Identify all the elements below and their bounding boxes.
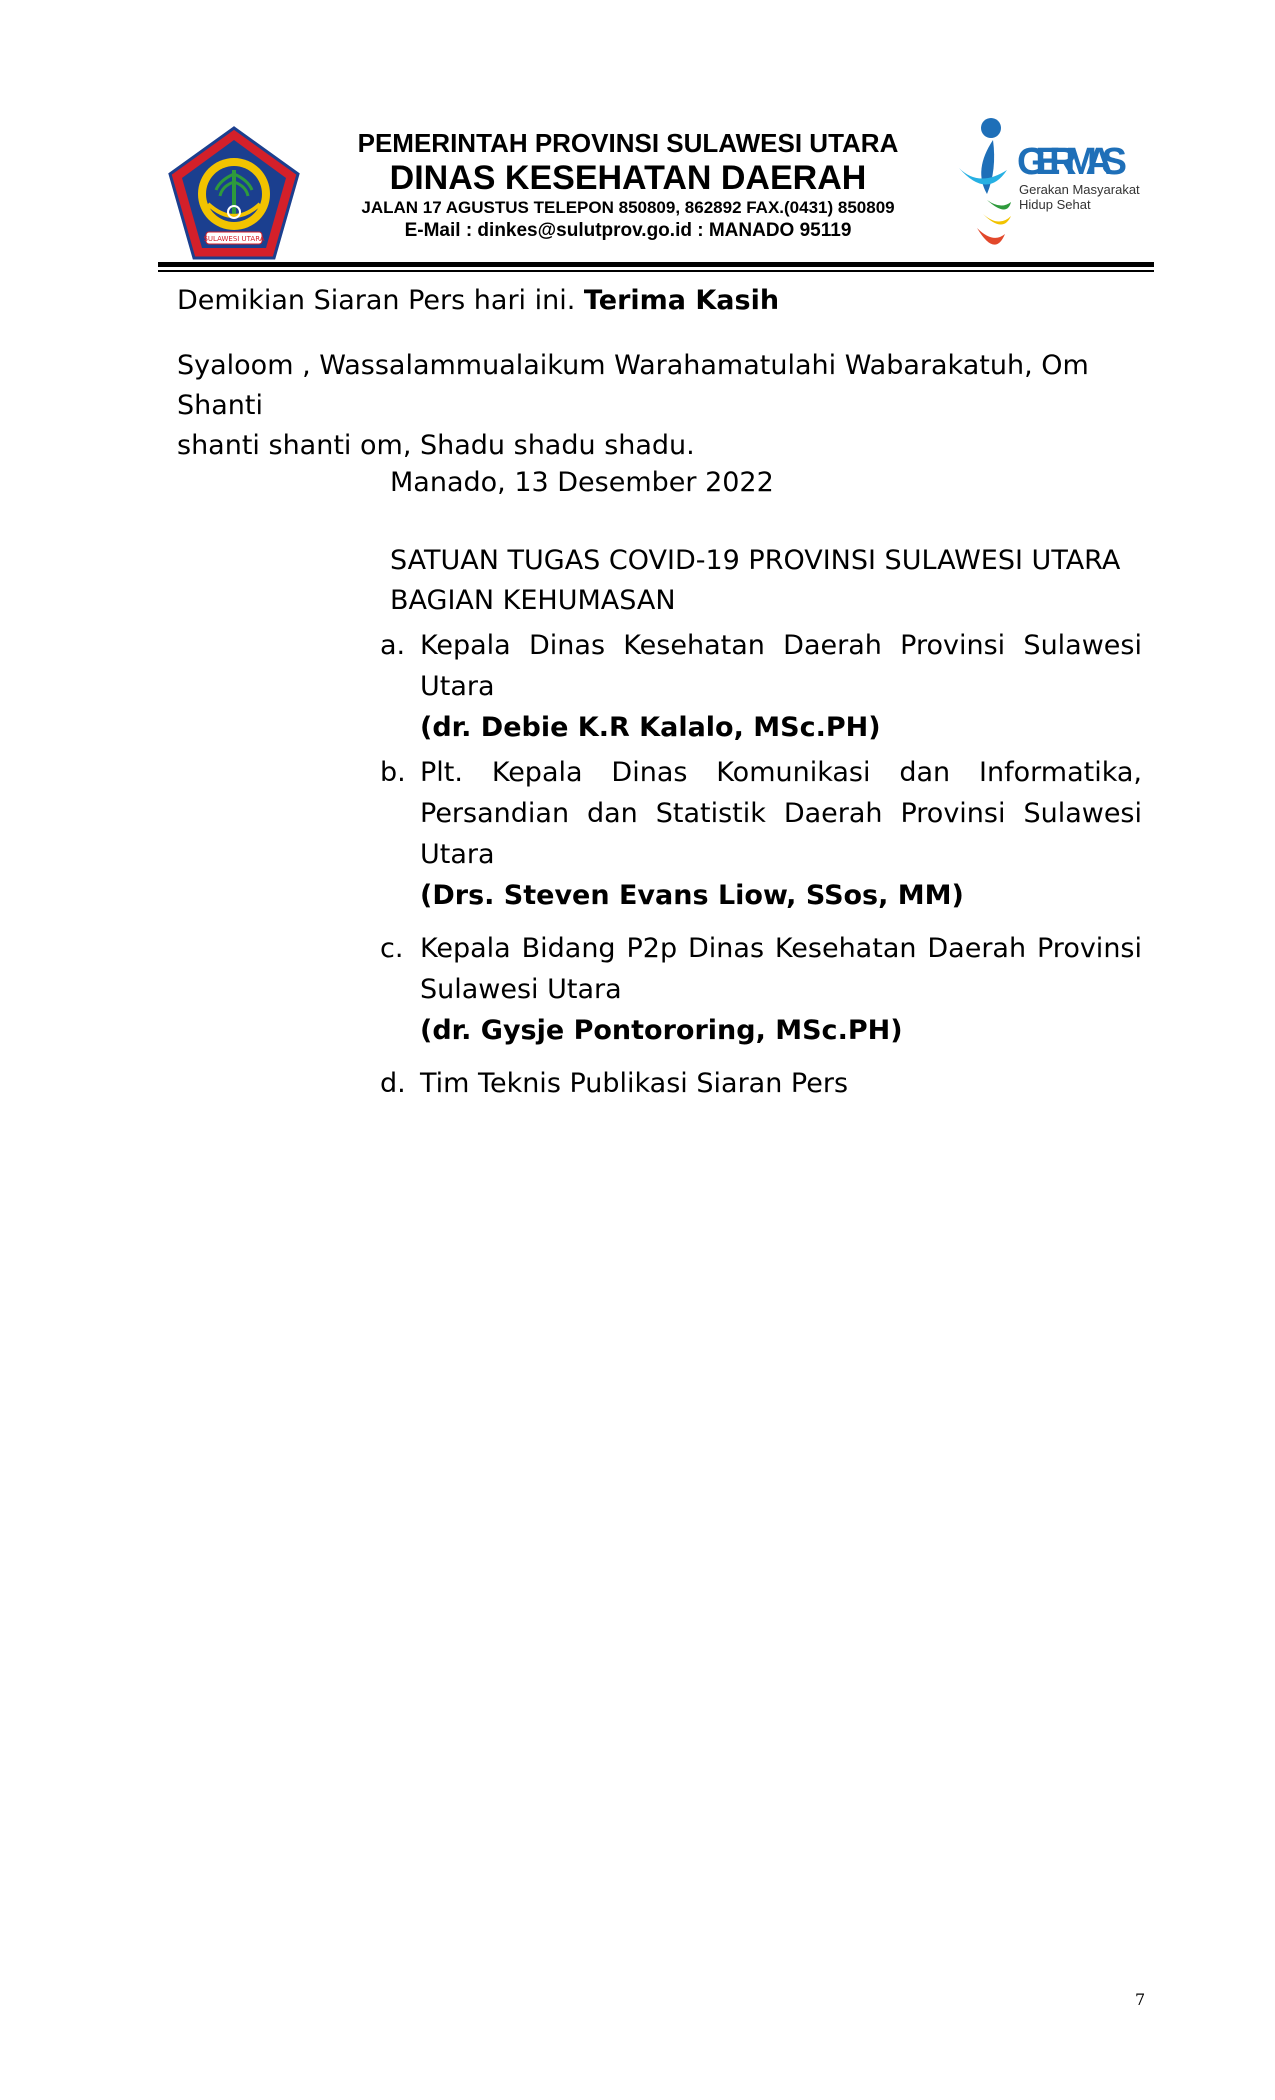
letterhead-rule-thick xyxy=(158,262,1154,267)
greeting-line-2: shanti shanti om, Shadu shadu shadu. xyxy=(177,430,695,461)
greeting-paragraph xyxy=(177,346,1122,466)
organization-name: SATUAN TUGAS COVID-19 PROVINSI SULAWESI UTARA xyxy=(390,545,1121,576)
germas-subtitle-1: Gerakan Masyarakat xyxy=(1019,182,1140,197)
address-line: JALAN 17 AGUSTUS TELEPON 850809, 862892 FAX.(0431) 850809 xyxy=(361,198,895,217)
signatory-name: (dr. Gysje Pontororing, MSc.PH) xyxy=(420,1015,903,1046)
list-marker: b. xyxy=(380,757,406,788)
closing-paragraph xyxy=(177,281,779,321)
signatory-title: Tim Teknis Publikasi Siaran Pers xyxy=(420,1068,849,1099)
letterhead-rule-thin xyxy=(158,270,1154,272)
email-line: E-Mail : dinkes@sulutprov.go.id : MANADO 95119 xyxy=(404,220,852,241)
closing-text: Demikian Siaran Pers hari ini. xyxy=(177,285,584,316)
list-marker: a. xyxy=(380,630,406,661)
agency-name: DINAS KESEHATAN DAERAH xyxy=(389,159,867,197)
germas-logo xyxy=(953,110,1153,260)
page-number: 7 xyxy=(1135,1990,1146,2009)
signatory-title: Plt. Kepala Dinas Komunikasi dan Informatika, Persandian dan Statistik Daerah Provinsi Sulawesi Utara xyxy=(420,757,1142,870)
government-name: PEMERINTAH PROVINSI SULAWESI UTARA xyxy=(357,128,899,158)
list-item xyxy=(380,1063,1142,1104)
signatory-name: (Drs. Steven Evans Liow, SSos, MM) xyxy=(420,880,964,911)
list-item xyxy=(380,928,1142,1051)
germas-subtitle-2: Hidup Sehat xyxy=(1019,197,1091,212)
list-marker: d. xyxy=(380,1068,406,1099)
list-marker: c. xyxy=(380,933,404,964)
signatory-list xyxy=(380,625,1142,1104)
organization-division: BAGIAN KEHUMASAN xyxy=(390,585,676,616)
letterhead-text xyxy=(308,128,948,243)
signatory-name: (dr. Debie K.R Kalalo, MSc.PH) xyxy=(420,712,881,743)
provincial-seal-logo xyxy=(166,124,302,264)
letterhead xyxy=(158,110,1154,272)
signatory-title: Kepala Bidang P2p Dinas Kesehatan Daerah Provinsi Sulawesi Utara xyxy=(420,933,1142,1005)
greeting-line-1: Syaloom , Wassalammualaikum Warahamatulahi Wabarakatuh, Om Shanti xyxy=(177,350,1089,421)
list-item xyxy=(380,625,1142,748)
signatory-title: Kepala Dinas Kesehatan Daerah Provinsi Sulawesi Utara xyxy=(420,630,1142,702)
thank-you-text: Terima Kasih xyxy=(583,285,780,316)
germas-title: GERMAS xyxy=(1017,141,1127,183)
place-date: Manado, 13 Desember 2022 xyxy=(390,467,774,498)
list-item xyxy=(380,752,1142,916)
seal-label: SULAWESI UTARA xyxy=(203,235,265,243)
organization-block xyxy=(390,541,1120,621)
